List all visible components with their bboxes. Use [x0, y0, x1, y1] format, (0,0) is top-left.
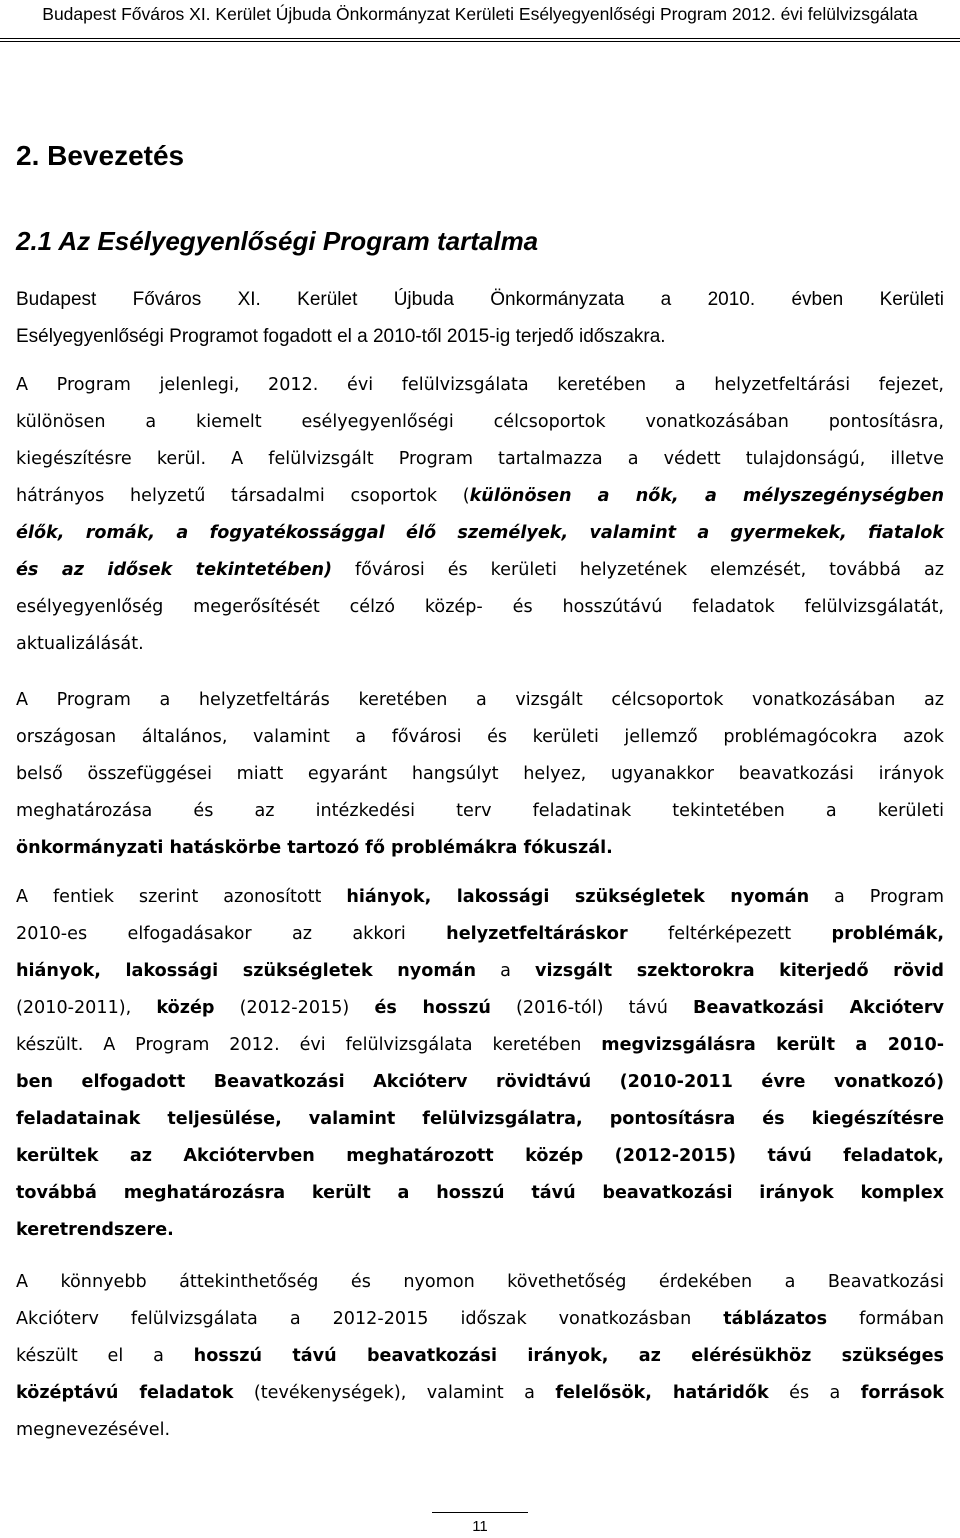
bold-text: keretrendszere.	[16, 1220, 174, 1240]
text-line	[16, 1027, 944, 1064]
bold-text: problémák,	[831, 924, 945, 944]
text-line	[16, 879, 944, 916]
bold-text: hiányok, lakossági szükségletek nyomán	[346, 887, 810, 907]
bold-text: és hosszú	[374, 998, 491, 1018]
text-line: belső összefüggései miatt egyaránt hangsúlyt helyez, ugyanakkor beavatkozási irányok	[16, 764, 944, 784]
emphasis-text: élők, romák, a fogyatékossággal élő személyek, valamint a gyermekek, fiatalok	[16, 523, 944, 543]
text-line: kiegészítésre kerül. A felülvizsgált Program tartalmazza a védett tulajdonságú, illetve	[16, 449, 944, 469]
text-run: A fentiek szerint azonosított	[16, 887, 347, 907]
text-run: formában	[827, 1309, 944, 1329]
text-run: készült el a	[16, 1346, 194, 1366]
bold-text: felelősök, határidők	[555, 1383, 769, 1403]
text-line: A Program a helyzetfeltárás keretében a vizsgált célcsoportok vonatkozásában az	[16, 690, 944, 710]
text-run: 2010-es elfogadásakor az akkori	[16, 924, 447, 944]
paragraph-table-format	[16, 1264, 944, 1449]
text-run: hátrányos helyzetű társadalmi csoportok (	[16, 486, 470, 506]
section-heading: 2. Bevezetés	[16, 140, 185, 171]
text-run: készült. A Program 2012. évi felülvizsgálata keretében	[16, 1035, 602, 1055]
bold-text: táblázatos	[723, 1309, 828, 1329]
text-run: a Program	[809, 887, 945, 907]
page-number: 11	[472, 1518, 488, 1535]
bold-text: hosszú távú beavatkozási irányok, az elérésükhöz szükséges	[193, 1346, 944, 1366]
text-line: Esélyegyenlőségi Programot fogadott el a 2010-től 2015-ig terjedő időszakra.	[16, 325, 666, 347]
header-rule	[0, 38, 960, 39]
paragraph-intro	[16, 282, 944, 355]
text-line: megnevezésével.	[16, 1420, 171, 1440]
text-line: A Program jelenlegi, 2012. évi felülvizsgálata keretében a helyzetfeltárási fejezet,	[16, 375, 944, 395]
text-run: (2012-2015)	[214, 998, 375, 1018]
bold-text: hiányok, lakossági szükségletek nyomán	[16, 961, 477, 981]
text-run: a	[476, 961, 535, 981]
bold-text: ben elfogadott Beavatkozási Akcióterv rövidtávú (2010-2011 évre vonatkozó)	[16, 1072, 944, 1092]
text-run: fővárosi és kerületi helyzetének elemzését, továbbá az	[332, 560, 944, 580]
text-line: aktualizálását.	[16, 634, 144, 654]
text-line	[16, 1301, 944, 1338]
text-run: Akcióterv felülvizsgálata a 2012-2015 időszak vonatkozásban	[16, 1309, 724, 1329]
footer-rule	[432, 1512, 528, 1513]
text-line	[16, 478, 944, 515]
text-run: feltérképezett	[627, 924, 832, 944]
text-run: (2016-tól) távú	[490, 998, 694, 1018]
text-line: esélyegyenlőség megerősítését célzó közép- és hosszútávú feladatok felülvizsgálatát,	[16, 597, 944, 617]
text-run: (tevékenységek), valamint a	[233, 1383, 556, 1403]
bold-text: források	[860, 1383, 944, 1403]
text-run: (2010-2011),	[16, 998, 157, 1018]
text-line	[16, 1375, 944, 1412]
text-line	[16, 990, 944, 1027]
text-line: különösen a kiemelt esélyegyenlőségi célcsoportok vonatkozásában pontosításra,	[16, 412, 944, 432]
bold-text: feladatainak teljesülése, valamint felülvizsgálatra, pontosításra és kiegészítésre	[16, 1109, 944, 1129]
bold-text: Beavatkozási Akcióterv	[693, 998, 944, 1018]
text-line	[16, 1338, 944, 1375]
text-line	[16, 916, 944, 953]
emphasis-text: különösen a nők, a mélyszegénységben	[469, 486, 944, 506]
text-line: A könnyebb áttekinthetőség és nyomon követhetőség érdekében a Beavatkozási	[16, 1272, 944, 1292]
paragraph-program-revision	[16, 367, 944, 663]
bold-text: közép	[156, 998, 215, 1018]
text-line: Budapest Főváros XI. Kerület Újbuda Önkormányzata a 2010. évben Kerületi	[16, 289, 944, 310]
emphasis-text: és az idősek tekintetében)	[16, 560, 333, 580]
bold-text: vizsgált szektorokra kiterjedő rövid	[535, 961, 945, 981]
text-line: országosan általános, valamint a fővárosi és kerületi jellemző problémagócokra azok	[16, 727, 944, 747]
bold-text: önkormányzati hatáskörbe tartozó fő problémákra fókuszál.	[16, 838, 613, 858]
paragraph-situation-analysis	[16, 682, 944, 867]
bold-text: megvizsgálásra került a 2010-	[601, 1035, 944, 1055]
bold-text: középtávú feladatok	[16, 1383, 234, 1403]
text-line	[16, 953, 944, 990]
text-line: meghatározása és az intézkedési terv feladatinak tekintetében a kerületi	[16, 801, 944, 821]
running-header: Budapest Főváros XI. Kerület Újbuda Önkormányzat Kerületi Esélyegyenlőségi Program 2012. évi felülvizsgálata	[42, 4, 918, 24]
text-line	[16, 552, 944, 589]
paragraph-action-plan	[16, 879, 944, 1249]
header-rule	[0, 41, 960, 42]
bold-text: helyzetfeltáráskor	[446, 924, 628, 944]
bold-text: továbbá meghatározásra került a hosszú távú beavatkozási irányok komplex	[16, 1183, 944, 1203]
bold-text: kerültek az Akciótervben meghatározott közép (2012-2015) távú feladatok,	[16, 1146, 944, 1166]
subsection-heading: 2.1 Az Esélyegyenlőségi Program tartalma	[16, 226, 539, 256]
text-run: és a	[768, 1383, 861, 1403]
